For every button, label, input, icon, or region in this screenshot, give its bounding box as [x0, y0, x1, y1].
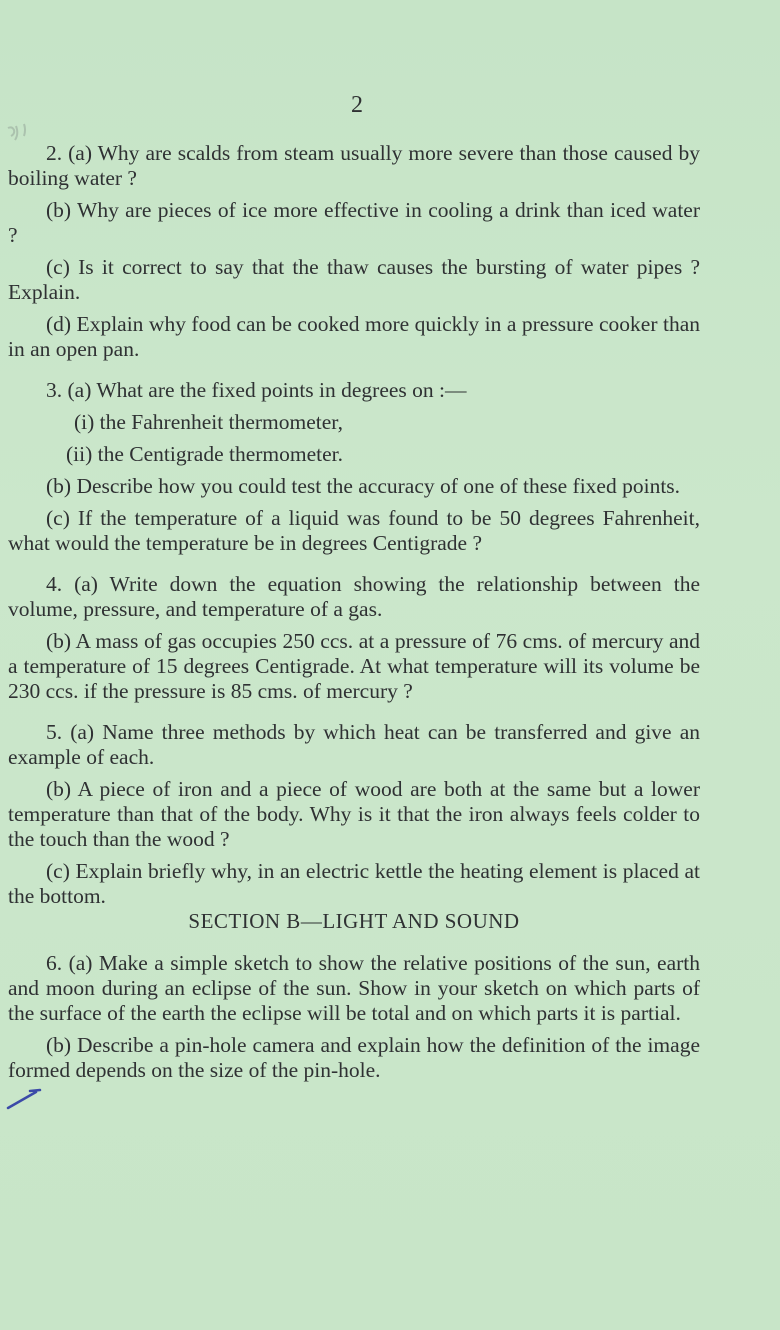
q3-item-i: (i) the Fahrenheit thermometer,	[74, 410, 343, 434]
exam-questions	[8, 141, 700, 1083]
pen-tick-icon	[6, 1088, 42, 1110]
q3-part-b: (b) Describe how you could test the accuracy of one of these fixed points.	[46, 474, 681, 498]
q6-part-b: (b) Describe a pin-hole camera and explain how the definition of the image formed depends on the size of the pin-hole.	[8, 1033, 700, 1082]
section-b-heading: SECTION B—LIGHT AND SOUND	[188, 909, 520, 933]
q3-part-c: (c) If the temperature of a liquid was found to be 50 degrees Fahrenheit, what would the temperature be in degrees Centigrade ?	[8, 506, 700, 555]
q2-part-a: 2. (a) Why are scalds from steam usually more severe than those caused by boiling water ?	[8, 141, 700, 190]
q4-part-a: 4. (a) Write down the equation showing the relationship between the volume, pressure, and temperature of a gas.	[8, 572, 700, 621]
q3-item-ii: (ii) the Centigrade thermometer.	[66, 442, 344, 466]
q6-part-a: 6. (a) Make a simple sketch to show the relative positions of the sun, earth and moon during an eclipse of the sun. Show in your sketch on which parts of the surface of the earth the eclipse will be total and on which parts it is partial.	[8, 951, 700, 1025]
q5-part-b: (b) A piece of iron and a piece of wood are both at the same but a lower temperature than that of the body. Why is it that the iron always feels colder to the touch than the wood ?	[8, 777, 700, 851]
q2-part-d: (d) Explain why food can be cooked more quickly in a pressure cooker than in an open pan.	[8, 312, 700, 361]
q2-part-c: (c) Is it correct to say that the thaw causes the bursting of water pipes ? Explain.	[8, 255, 700, 304]
q5-part-c: (c) Explain briefly why, in an electric kettle the heating element is placed at the bottom.	[8, 859, 700, 908]
q3-part-a: 3. (a) What are the fixed points in degrees on :—	[46, 378, 467, 402]
q4-part-b: (b) A mass of gas occupies 250 ccs. at a pressure of 76 cms. of mercury and a temperature of 15 degrees Centigrade. At what temperature will its volume be 230 ccs. if the pressure is 85 cms. of mercury ?	[8, 629, 700, 703]
page-number: 2	[351, 92, 363, 118]
q5-part-a: 5. (a) Name three methods by which heat can be transferred and give an example of each.	[8, 720, 700, 769]
q2-part-b: (b) Why are pieces of ice more effective in cooling a drink than iced water ?	[8, 198, 700, 247]
